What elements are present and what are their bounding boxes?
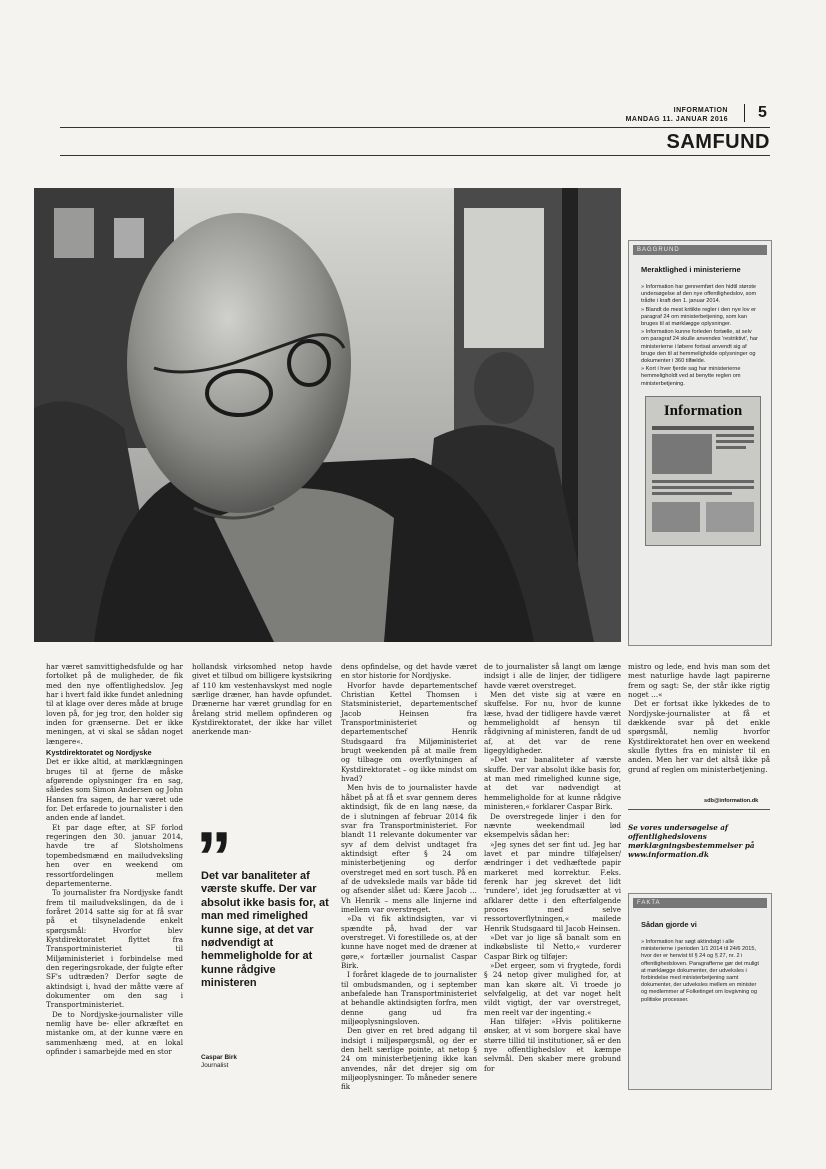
paragraph: De to Nordjyske-journalister ville nemlig have be- eller afkræftet en mistanke om, at der kunne være en sammenhæng med, at en lokal opfinder i samarbejde med en stor xyxy=(46,1009,183,1057)
paragraph: Det er ikke altid, at mørklægningen bruges til at fjerne de måske afgørende oplysninger fra en sag, således som Simon Andersen og John Hansen fra sagen, de har været ude for. Det erfarede to journalister i den anden ende af landet. xyxy=(46,757,183,823)
paragraph: To journalister fra Nordjyske fandt frem til mailudvekslingen, da de i foråret 2014 satte sig for at få svar på et tilsyneladende enkelt spørgsmål: Hvorfor blev Kystdirektoratet flyttet fra Transportministeriet til Miljøministeriet i forbindelse med den regeringsrokade, der fulgte efter SF's udtræden? Derfor søgte de aktindsigt i, hvad der måtte være af dokumenter om den sag i Transportministeriet. xyxy=(46,888,183,1010)
article-photo xyxy=(34,188,621,642)
page-number: 5 xyxy=(758,104,767,121)
factbox-title: Sådan gjorde vi xyxy=(641,920,697,929)
promo-rule xyxy=(628,809,770,810)
paragraph: Men det viste sig at være en skuffelse. For nu, hvor de kunne læse, hvad der tidligere havde været hemmeligholdt af hensyn til rådgivning af ministeren, fandt de ud af, at det var de rene ligegyldigheder. xyxy=(484,690,621,756)
paragraph: »Da vi fik aktindsigten, var vi spændte på, hvad der var overstreget. Vi forestillede os, at der kunne have noget med de dræner at gøre,« fortæller journalist Caspar Birk. xyxy=(341,914,477,970)
paragraph: Det er fortsat ikke lykkedes de to Nordjyske-journalister at få et dækkende svar på det enkle spørgsmål, nemlig hvorfor Kystdirektoratet hen over en weekend skulle flyttes fra en minister til en anden. Men her var det altså ikke på grund af reglen om ministerbetjening. xyxy=(628,699,770,774)
factbox-body: » Information har søgt aktindsigt i alle ministerierne i perioden 1/1 2014 til 24/6 2015, hvor der er henvist til § 24 og § 27, nr. 2 i offentlighedsloven. Paragrafferne gør det muligt at mørklægge dokumenter, der udveksles i forbindelse med ministerbetjening samt dokumenter, der udveksles mellem en minister og medlemmer af Folketinget om lovgivning og politiske processer. xyxy=(641,939,759,1003)
paragraph: »Det ergeer, som vi frygtede, fordi § 24 netop giver mulighed for, at man kan skøre alt. Vi troede jo selvfølgelig, at det var noget helt vildt vigtigt, der var overstreget, men reelt var der ingenting.« xyxy=(484,961,621,1017)
paragraph: de to journalister så langt om længe indsigt i alle de linjer, der tidligere havde været overstreget. xyxy=(484,662,621,690)
thumbnail-logo: Information xyxy=(663,402,743,419)
web-promo: Se vores undersøgelse af offentlighedslovens mørklægningsbestemmelser på www.information.dk xyxy=(628,823,755,859)
paragraph: Men hvis de to journalister havde håbet på at få et svar gennem deres aktindsigt, fik de en lang næse, da de i slutningen af februar 2014 fik svar fra Transportministeriet. For blandt 11 relevante dokumenter var syv af dem delvist undtaget fra aktindsigt efter § 24 om ministerbetjening og derfor overstreget med en sort tusch. På en af de udvekslede mails var både tid og afsender slået ud: Kære Jacob … Vh Henrik – mens alle linjerne ind imellem var overstreget. xyxy=(341,783,477,914)
section-title: SAMFUND xyxy=(666,131,770,153)
paragraph: »Det var banaliteter af værste skuffe. Der var absolut ikke basis for, at man med rimelighed kunne sige, at det var nødvendigt at hemmeligholde for at kunne rådgive ministeren,« forklarer Caspar Birk. xyxy=(484,755,621,812)
factbox-item: » Blandt de mest kritikte regler i den nye lov er paragraf 24 om ministerbetjening, som kan bruges til at mørklægge oplysninger. xyxy=(641,306,757,328)
factbox-item: » Information kunne forleden fortælle, at selv om paragraf 24 skulle anvendes 'restriktivt', har ministerierne i løbere fortsat anvendt sig af bruge den til at hemmeligholde oplysninger og dokumenter i 360 tilfælde. xyxy=(641,329,758,365)
paragraph: »Jeg synes det ser fint ud. Jeg har lavet et par mindre tilføjelser/ændringer i det vedhæftede papir markeret med korrektur. F.eks. ferenk har jeg skrevet det lidt 'rundere', idet jeg forudsætter at vi afklarer dette i den efterfølgende proces med selve ressortoverflytningen,« mailede Henrik Studsgaard til Jacob Heinsen. xyxy=(484,839,621,933)
pull-quote-byline: Caspar Birk xyxy=(201,1054,237,1061)
paragraph: Et par dage efter, at SF forlod regeringen den 30. januar 2014, havde tre af Slotsholmens topembedsmænd en mailudveksling hen over en weekend om ressortfordelingen mellem departementerne. xyxy=(46,822,183,888)
factbox-item: » Kort i hver fjerde sag har ministerierne hemmeligholdt ved at benytte reglen om ministerbetjening. xyxy=(641,366,741,387)
factbox-tag: BAGGRUND xyxy=(633,245,767,255)
header-rule-top xyxy=(60,127,770,128)
paragraph: har været samvittighedsfulde og har fortolket på de muligheder, de fik med den nye offentlighedslov. Jeg har i hvert fald ikke fundet anledning til at klage over deres måde at bruge loven på, for jeg tror, den holder sig inden for grænserne. Det er ikke meningen, at vi skal se sådan noget længere«. xyxy=(46,662,183,746)
article-column-2 xyxy=(192,662,332,737)
frontpage-thumbnail xyxy=(645,396,761,546)
paragraph: mistro og lede, end hvis man som det mest naturlige havde lagt papirerne frem og sagt: Se, der står ikke rigtig noget …« xyxy=(628,662,770,700)
article-column-3 xyxy=(341,662,477,1092)
paragraph: dens opfindelse, og det havde været en stor historie for Nordjyske. xyxy=(341,662,477,681)
paragraph: De overstregede linjer i den for nævnte weekendmail lød eksempelvis sådan her: xyxy=(484,811,621,840)
issue-date: MANDAG 11. JANUAR 2016 xyxy=(625,116,728,123)
masthead-dateline xyxy=(626,106,728,124)
factbox-item: » Information har gennemført den hidtil største undersøgelse af den nye offentlighedslov, som trådte i kraft den 1. januar 2014. xyxy=(641,284,757,305)
author-email: sdb@information.dk xyxy=(704,798,759,804)
article-column-4 xyxy=(484,662,621,1073)
paragraph: I foråret klagede de to journalister til ombudsmanden, og i september anbefalede han Transportministeriet at behandle aktindsigten forfra, men denne gang ud fra miljøoplysningsloven. xyxy=(341,970,477,1027)
quote-mark: ” xyxy=(196,818,226,898)
article-column-1 xyxy=(46,662,183,1056)
paragraph: Den giver en ret bred adgang til indsigt i miljøspørgsmål, og der er den helt særlige pointe, at netop § 24 om ministerbetjening ikke kan anvendes, når det drejer sig om miljøoplysninger. To måneder senere fik xyxy=(341,1026,477,1092)
paragraph: »Det var jo lige så banalt som en indkøbsliste til Netto,« vurderer Caspar Birk og tilføjer: xyxy=(484,932,621,961)
method-factbox xyxy=(628,893,772,1090)
paper-name: INFORMATION xyxy=(673,107,728,114)
pull-quote-role: Journalist xyxy=(201,1062,229,1069)
factbox-body xyxy=(641,284,759,388)
factbox-tag: FAKTA xyxy=(633,898,767,908)
article-column-5 xyxy=(628,662,770,774)
paragraph: Hvorfor havde departementschef Christian Kettel Thomsen i Statsministeriet, departementschef Jacob Heinsen fra Transportministeriet og departementschef Henrik Studsgaard fra Miljøministeriet brugt weekenden på at maile frem og tilbage om overflytningen af Kystdirektoratet – og ikke mindst om hvad? xyxy=(341,680,477,784)
paragraph: hollandsk virksomhed netop havde givet et tilbud om billigere kystsikring af 110 km vestenhavskyst med nogle særlige dræner, han havde opfundet. Drænerne har været grundlag for en årelang strid mellem opfinderen og Kystdirektoratet, der ikke har villet anerkende man- xyxy=(192,662,332,737)
photo-illustration xyxy=(34,188,621,642)
header-separator xyxy=(744,104,745,122)
paragraph: Han tilføjer: »Hvis politikerne ønsker, at vi som borgere skal have større tillid til institutioner, så er den nye offentlighedslov et kæmpe selvmål. Den skaber mere grobund for xyxy=(484,1017,621,1073)
pull-quote: Det var banaliteter af værste skuffe. Der var absolut ikke basis for, at man med rimelighed kunne sige, at det var nødvendigt at hemmeligholde for at kunne rådgive ministeren xyxy=(201,870,329,990)
header-rule-bottom xyxy=(60,155,770,156)
thumbnail-layout xyxy=(646,420,760,540)
subheading: Kystdirektoratet og Nordjyske xyxy=(46,748,152,758)
background-factbox xyxy=(628,240,772,646)
factbox-title: Meraktlighed i ministerierne xyxy=(641,265,741,274)
